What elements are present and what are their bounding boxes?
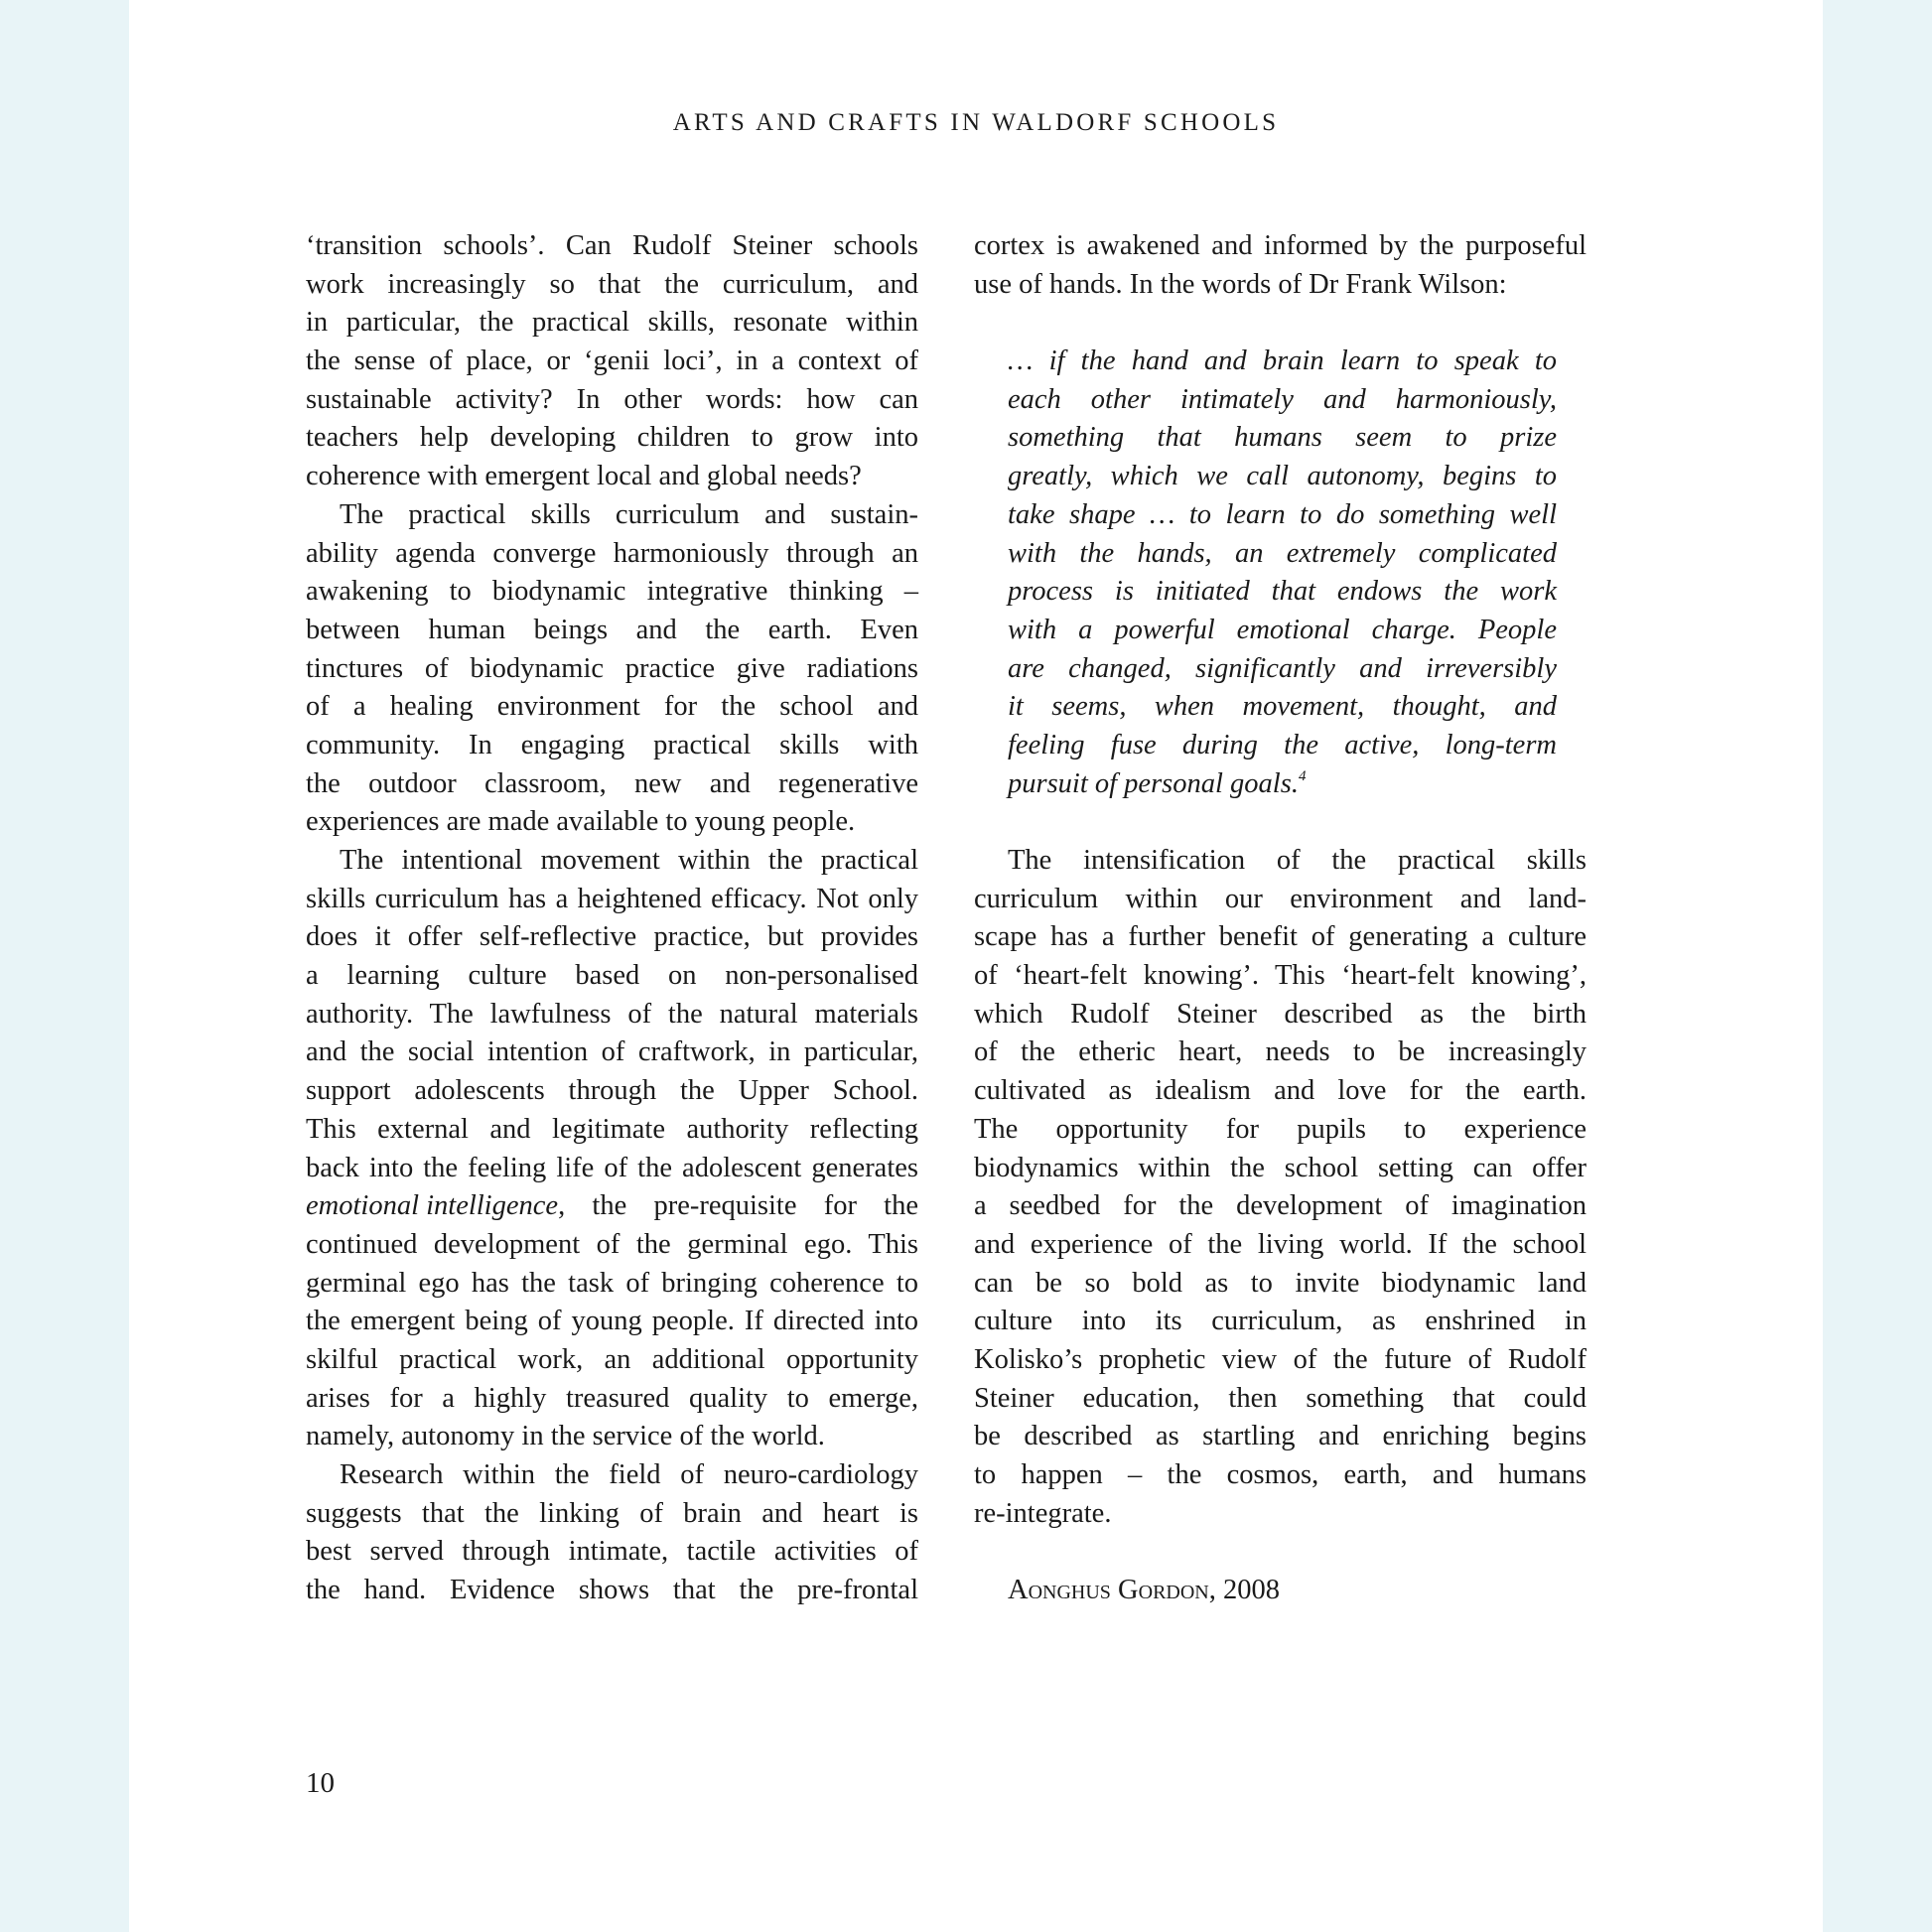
quote-line: greatly, which we call autonomy, begins to (1008, 461, 1557, 492)
quote-line (974, 765, 1587, 804)
text-line: The intensification of the practical skills (1008, 845, 1587, 876)
text-line: the hand. Evidence shows that the pre-frontal (306, 1575, 918, 1606)
text-line: between human beings and the earth. Even (306, 614, 918, 645)
spacer (974, 803, 1587, 842)
text-line: back into the feeling life of the adolescent generates (306, 1152, 918, 1183)
text-line: skills curriculum has a heightened efficacy. Not only (306, 883, 918, 914)
text-line: sustainable activity? In other words: how can (306, 383, 918, 415)
emphasis-text: emotional intelligence (306, 1190, 559, 1222)
text-line: of ‘heart-felt knowing’. This ‘heart-felt knowing’, (974, 960, 1587, 992)
text-line: skilful practical work, an additional opportunity (306, 1343, 918, 1375)
text-line: ‘transition schools’. Can Rudolf Steiner schools (306, 230, 918, 261)
text-line: namely, autonomy in the service of the world. (306, 1421, 825, 1452)
text-line: be described as startling and enriching begins (974, 1421, 1587, 1452)
text-line: germinal ego has the task of bringing coherence to (306, 1267, 918, 1299)
text-line: best served through intimate, tactile activities of (306, 1536, 918, 1568)
quote-line: are changed, significantly and irreversibly (1008, 652, 1557, 684)
text-line: Kolisko’s prophetic view of the future of Rudolf (974, 1343, 1587, 1375)
text-line: which Rudolf Steiner described as the birth (974, 998, 1587, 1030)
spacer (974, 304, 1587, 343)
text-line: support adolescents through the Upper School. (306, 1075, 918, 1107)
text-line (306, 1187, 918, 1226)
text-line: the emergent being of young people. If directed into (306, 1306, 918, 1337)
quote-line: it seems, when movement, thought, and (1008, 691, 1557, 723)
text-line: experiences are made available to young people. (306, 806, 856, 838)
text-line: teachers help developing children to grow into (306, 422, 918, 454)
text-line: arises for a highly treasured quality to emerge, (306, 1382, 918, 1414)
author-signature: Aonghus Gordon, 2008 (1008, 1575, 1280, 1606)
text-line: of a healing environment for the school and (306, 691, 918, 723)
quote-text: pursuit of personal goals. (1008, 767, 1299, 799)
text-line: in particular, the practical skills, resonate within (306, 307, 918, 339)
quote-line: feeling fuse during the active, long-term (1008, 729, 1557, 760)
text-line: and the social intention of craftwork, in particular, (306, 1036, 918, 1068)
text-line: Steiner education, then something that could (974, 1382, 1587, 1414)
text-line: re-integrate. (974, 1497, 1112, 1529)
quote-line: take shape … to learn to do something well (1008, 498, 1557, 530)
text-line: does it offer self-reflective practice, but provides (306, 921, 918, 953)
running-head: ARTS AND CRAFTS IN WALDORF SCHOOLS (672, 109, 1280, 136)
right-column (974, 227, 1587, 1610)
quote-line: process is initiated that endows the work (1008, 576, 1557, 608)
text-fragment: , the pre-requisite for the (558, 1190, 918, 1222)
text-line: authority. The lawfulness of the natural materials (306, 998, 918, 1030)
page-number: 10 (306, 1767, 335, 1799)
text-line: a learning culture based on non-personalised (306, 960, 918, 992)
text-line: community. In engaging practical skills with (306, 729, 918, 760)
quote-line: with the hands, an extremely complicated (1008, 537, 1557, 569)
text-line: can be so bold as to invite biodynamic land (974, 1267, 1587, 1299)
text-line: of the etheric heart, needs to be increasingly (974, 1036, 1587, 1068)
text-line: work increasingly so that the curriculum, and (306, 268, 918, 300)
text-line: suggests that the linking of brain and heart is (306, 1497, 918, 1529)
text-line: scape has a further benefit of generating a culture (974, 921, 1587, 953)
text-line: cultivated as idealism and love for the earth. (974, 1075, 1587, 1107)
text-line: coherence with emergent local and global needs? (306, 461, 862, 492)
text-line: to happen – the cosmos, earth, and humans (974, 1459, 1587, 1490)
book-page (129, 0, 1823, 1932)
text-line: The practical skills curriculum and sustain- (340, 498, 918, 530)
text-line: biodynamics within the school setting can offer (974, 1152, 1587, 1183)
text-line: This external and legitimate authority reflecting (306, 1113, 918, 1145)
footnote-marker[interactable]: 4 (1298, 767, 1307, 784)
text-line: curriculum within our environment and land- (974, 883, 1587, 914)
quote-line: each other intimately and harmoniously, (1008, 383, 1557, 415)
text-line: the sense of place, or ‘genii loci’, in a context of (306, 345, 918, 377)
text-line: continued development of the germinal ego. This (306, 1228, 918, 1260)
text-line: the outdoor classroom, new and regenerative (306, 767, 918, 799)
text-line: cortex is awakened and informed by the purposeful (974, 230, 1587, 261)
quote-line: with a powerful emotional charge. People (1008, 614, 1557, 645)
text-line: tinctures of biodynamic practice give radiations (306, 652, 918, 684)
text-line: Research within the field of neuro-cardiology (340, 1459, 918, 1490)
text-line: culture into its curriculum, as enshrined in (974, 1306, 1587, 1337)
block-quote (974, 343, 1587, 803)
text-line: The opportunity for pupils to experience (974, 1113, 1587, 1145)
text-line: and experience of the living world. If the school (974, 1228, 1587, 1260)
text-line: use of hands. In the words of Dr Frank Wilson: (974, 268, 1507, 300)
text-line: a seedbed for the development of imagination (974, 1190, 1587, 1222)
text-line: ability agenda converge harmoniously through an (306, 537, 918, 569)
text-line: awakening to biodynamic integrative thinking – (306, 576, 918, 608)
spacer (974, 1533, 1587, 1572)
text-line: The intentional movement within the practical (340, 845, 918, 876)
quote-line: … if the hand and brain learn to speak to (1008, 345, 1557, 377)
left-column (306, 227, 918, 1610)
quote-line: something that humans seem to prize (1008, 422, 1557, 454)
